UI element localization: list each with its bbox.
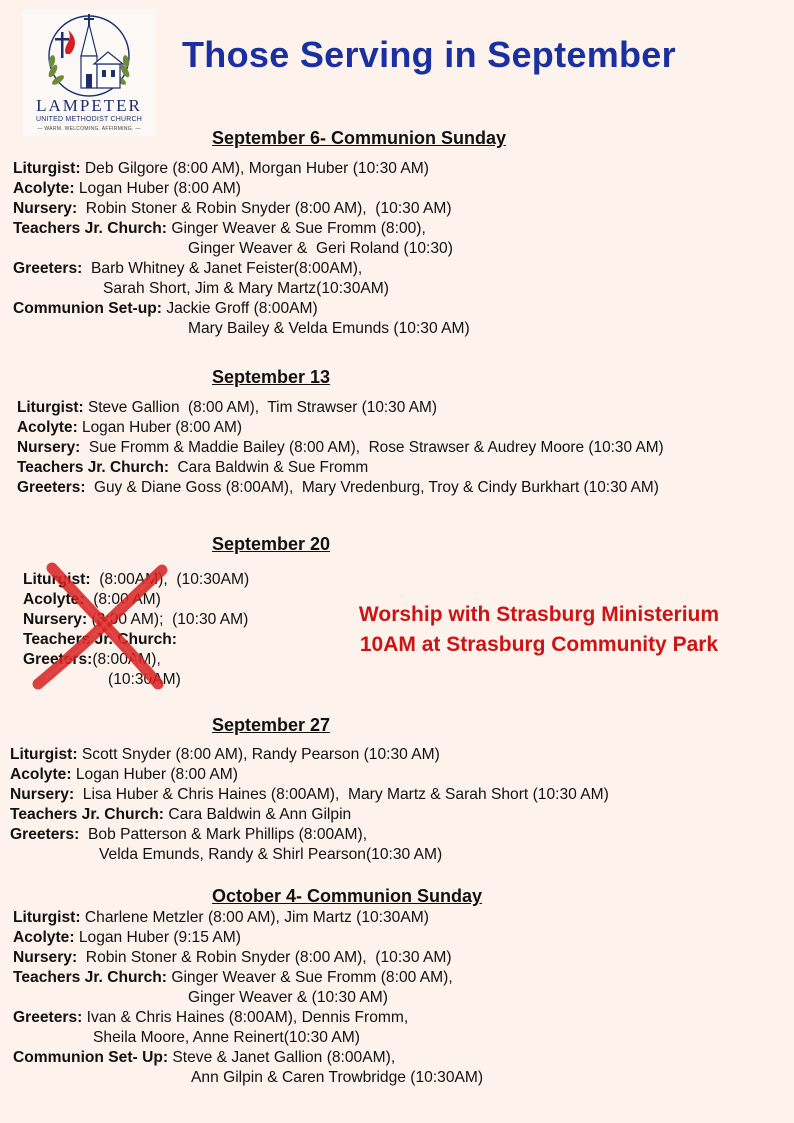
- role-line-greeters: [10, 825, 609, 865]
- section-heading-oct-4: October 4- Communion Sunday: [212, 886, 483, 906]
- role-value: Steve & Janet Gallion (8:00AM),: [168, 1049, 396, 1066]
- role-label: Teachers Jr. Church:: [17, 459, 169, 476]
- role-value: Ivan & Chris Haines (8:00AM), Dennis Fromm,: [82, 1009, 409, 1026]
- role-line-acolyte: [17, 418, 664, 438]
- role-label: Nursery:: [23, 611, 88, 628]
- role-value: Barb Whitney & Janet Feister(8:00AM),: [82, 260, 363, 277]
- page-title: Those Serving in September: [182, 34, 676, 75]
- role-line-nursery: [13, 199, 470, 219]
- section-sep-13: [17, 398, 664, 498]
- role-label: Greeters:: [13, 1009, 83, 1026]
- role-line-communion-setup: [13, 1048, 483, 1088]
- role-line-acolyte: [13, 928, 483, 948]
- role-label: Greeters:: [23, 651, 93, 668]
- role-label: Liturgist:: [10, 746, 78, 763]
- role-label: Acolyte:: [13, 929, 75, 946]
- section-heading-sep-20: September 20: [212, 534, 331, 554]
- section-oct-4: [13, 908, 483, 1088]
- role-value: Scott Snyder (8:00 AM), Randy Pearson (10:30 AM): [77, 746, 440, 763]
- cancelled-x-mark-icon: [30, 560, 180, 690]
- section-heading-sep-6: September 6- Communion Sunday: [212, 128, 507, 148]
- role-line-teachers: [10, 805, 609, 825]
- role-label: Greeters:: [13, 260, 83, 277]
- role-label: Liturgist:: [13, 909, 81, 926]
- role-value: Logan Huber (8:00 AM): [74, 180, 241, 197]
- role-value: Ginger Weaver & Sue Fromm (8:00),: [166, 220, 426, 237]
- role-value: (8:00 AM); (10:30 AM): [87, 611, 249, 628]
- section-sep-6: [13, 159, 470, 339]
- role-label: Greeters:: [17, 479, 86, 496]
- role-line-greeters: [13, 259, 470, 299]
- role-value: Sue Fromm & Maddie Bailey (8:00 AM), Rose Strawser & Audrey Moore (10:30 AM): [80, 439, 664, 456]
- role-line-nursery: [13, 948, 483, 968]
- role-line-liturgist: [17, 398, 664, 418]
- role-line-teachers: [13, 968, 483, 1008]
- role-value: Jackie Groff (8:00AM): [162, 300, 318, 317]
- role-line-teachers: [17, 458, 664, 478]
- role-value: Robin Stoner & Robin Snyder (8:00 AM), (10:30 AM): [77, 200, 452, 217]
- role-line-nursery: [10, 785, 609, 805]
- section-heading-sep-27: September 27: [212, 715, 331, 735]
- role-label: Nursery:: [17, 439, 81, 456]
- role-value-continued: Sarah Short, Jim & Mary Martz(10:30AM): [103, 280, 389, 297]
- role-line-liturgist: [10, 745, 609, 765]
- role-label: Liturgist:: [13, 160, 81, 177]
- church-cross-flame-logo-icon: [22, 10, 156, 100]
- role-value: Deb Gilgore (8:00 AM), Morgan Huber (10:30 AM): [80, 160, 429, 177]
- role-line-nursery: [17, 438, 664, 458]
- role-value: Logan Huber (8:00 AM): [77, 419, 242, 436]
- role-line-acolyte: [10, 765, 609, 785]
- role-value: (8:00AM),: [92, 651, 161, 668]
- role-label: Acolyte:: [23, 591, 85, 608]
- role-label: Communion Set- Up:: [13, 1049, 169, 1066]
- logo-subtitle: UNITED METHODIST CHURCH: [36, 116, 142, 123]
- role-value: Logan Huber (8:00 AM): [71, 766, 238, 783]
- role-value: Steve Gallion (8:00 AM), Tim Strawser (10:30 AM): [83, 399, 437, 416]
- role-label: Teachers Jr. Church:: [13, 969, 167, 986]
- section-sep-27: [10, 745, 609, 865]
- role-label: Greeters:: [10, 826, 80, 843]
- role-value: Robin Stoner & Robin Snyder (8:00 AM), (10:30 AM): [77, 949, 452, 966]
- role-line-liturgist: [13, 908, 483, 928]
- role-value-continued: Ann Gilpin & Caren Trowbridge (10:30AM): [191, 1069, 484, 1086]
- role-line-greeters: [13, 1008, 483, 1048]
- role-value-continued: Velda Emunds, Randy & Shirl Pearson(10:30 AM): [99, 846, 443, 863]
- role-label: Teachers Jr. Church:: [10, 806, 164, 823]
- role-label: Acolyte:: [13, 180, 75, 197]
- role-value-continued: Ginger Weaver & (10:30 AM): [188, 989, 388, 1006]
- role-value: Charlene Metzler (8:00 AM), Jim Martz (10:30AM): [80, 909, 429, 926]
- role-label: Liturgist:: [23, 571, 91, 588]
- role-value-continued: Ginger Weaver & Geri Roland (10:30): [188, 240, 453, 257]
- role-value: Lisa Huber & Chris Haines (8:00AM), Mary Martz & Sarah Short (10:30 AM): [74, 786, 609, 803]
- role-value: (8:00 AM): [84, 591, 161, 608]
- notice-line-2: 10AM at Strasburg Community Park: [359, 633, 719, 656]
- role-value-continued: Mary Bailey & Velda Emunds (10:30 AM): [188, 320, 470, 337]
- role-value: (8:00AM), (10:30AM): [90, 571, 250, 588]
- role-line-communion-setup: [13, 299, 470, 339]
- role-label: Nursery:: [13, 200, 78, 217]
- role-value: Guy & Diane Goss (8:00AM), Mary Vredenburg, Troy & Cindy Burkhart (10:30 AM): [85, 479, 659, 496]
- role-label: Teachers Jr. Church:: [23, 631, 177, 648]
- role-label: Liturgist:: [17, 399, 84, 416]
- role-line-teachers: [13, 219, 470, 259]
- role-value: Cara Baldwin & Sue Fromm: [168, 459, 369, 476]
- role-label: Teachers Jr. Church:: [13, 220, 167, 237]
- role-label: Acolyte:: [10, 766, 72, 783]
- role-label: Nursery:: [13, 949, 78, 966]
- logo-tagline: — WARM. WELCOMING. AFFIRMING. —: [37, 126, 141, 132]
- role-value: Bob Patterson & Mark Phillips (8:00AM),: [79, 826, 368, 843]
- logo-name: LAMPETER: [36, 96, 142, 115]
- role-label: Communion Set-up:: [13, 300, 162, 317]
- role-line-greeters: [17, 478, 664, 498]
- section-heading-sep-13: September 13: [212, 367, 331, 387]
- role-value: Logan Huber (9:15 AM): [74, 929, 241, 946]
- worship-notice: [316, 600, 762, 660]
- role-value: Ginger Weaver & Sue Fromm (8:00 AM),: [166, 969, 453, 986]
- role-value-continued: (10:30AM): [108, 671, 181, 688]
- role-line-liturgist: [13, 159, 470, 179]
- notice-line-1: Worship with Strasburg Ministerium: [358, 603, 720, 626]
- role-label: Nursery:: [10, 786, 75, 803]
- role-line-acolyte: [13, 179, 470, 199]
- role-value: Cara Baldwin & Ann Gilpin: [163, 806, 352, 823]
- role-label: Acolyte:: [17, 419, 78, 436]
- church-logo: [22, 10, 156, 136]
- role-value-continued: Sheila Moore, Anne Reinert(10:30 AM): [93, 1029, 360, 1046]
